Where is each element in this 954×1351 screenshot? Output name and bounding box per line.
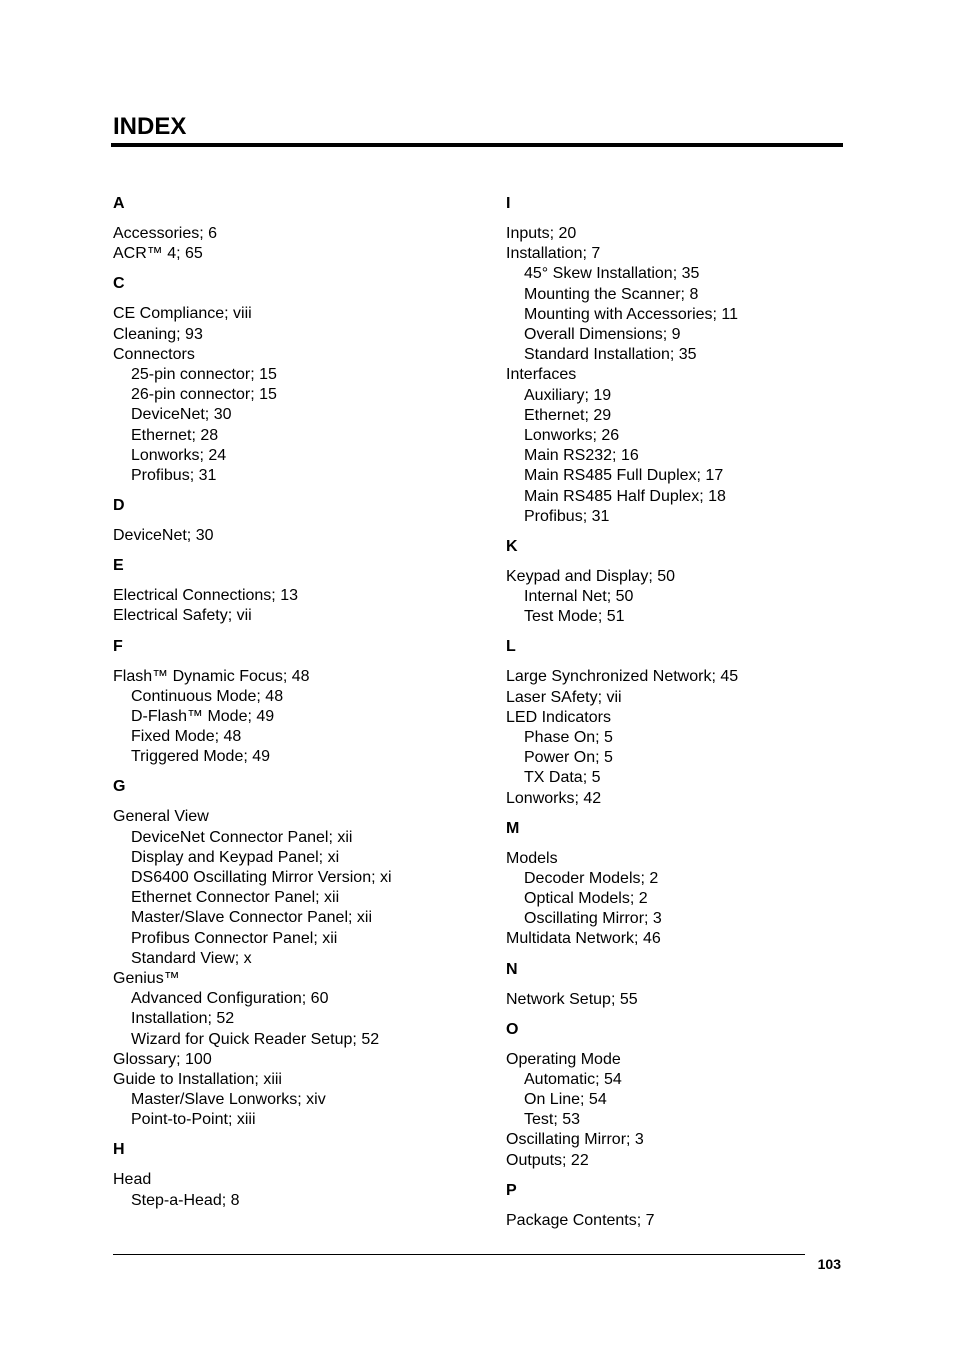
index-entry: Large Synchronized Network; 45 bbox=[506, 668, 739, 686]
index-entry: Inputs; 20 bbox=[506, 225, 577, 243]
title-rule bbox=[111, 143, 843, 147]
index-subentry: DeviceNet Connector Panel; xii bbox=[131, 828, 353, 846]
index-column-left bbox=[113, 194, 493, 1211]
index-subentry: Master/Slave Lonworks; xiv bbox=[131, 1091, 326, 1109]
index-subentry: On Line; 54 bbox=[524, 1091, 607, 1109]
index-entry: Lonworks; 42 bbox=[506, 789, 602, 807]
index-subentry: Internal Net; 50 bbox=[524, 588, 634, 606]
section-letter: D bbox=[113, 497, 125, 514]
index-subentry: Mounting with Accessories; 11 bbox=[524, 305, 739, 323]
index-subentry: Installation; 52 bbox=[131, 1010, 235, 1028]
index-entry: Electrical Safety; vii bbox=[113, 607, 252, 625]
index-subentry: Point-to-Point; xiii bbox=[131, 1111, 256, 1129]
section-letter: F bbox=[113, 637, 123, 655]
section-letter: H bbox=[113, 1141, 125, 1159]
index-entry: Operating Mode bbox=[506, 1050, 621, 1068]
index-section-l bbox=[506, 637, 886, 808]
index-subentry: Standard View; x bbox=[131, 949, 252, 967]
index-section-c bbox=[113, 274, 493, 486]
index-entry: CE Compliance; viii bbox=[113, 305, 252, 323]
index-entry: Glossary; 100 bbox=[113, 1050, 212, 1068]
index-subentry: Lonworks; 26 bbox=[524, 426, 620, 444]
index-subentry: Power On; 5 bbox=[524, 749, 613, 767]
index-entry: Flash™ Dynamic Focus; 48 bbox=[113, 667, 310, 685]
index-subentry: Standard Installation; 35 bbox=[524, 346, 697, 364]
index-entry: Accessories; 6 bbox=[113, 225, 218, 243]
index-section-p bbox=[506, 1181, 886, 1231]
index-subentry: Main RS485 Full Duplex; 17 bbox=[524, 467, 724, 485]
index-entry: Network Setup; 55 bbox=[506, 990, 638, 1008]
index-subentry: Lonworks; 24 bbox=[131, 446, 227, 464]
index-entry: Genius™ bbox=[113, 969, 180, 987]
section-letter: N bbox=[506, 960, 518, 978]
index-entry: Installation; 7 bbox=[506, 245, 601, 263]
index-subentry: 45° Skew Installation; 35 bbox=[524, 265, 700, 283]
index-section-o bbox=[506, 1020, 886, 1171]
index-subentry: Fixed Mode; 48 bbox=[131, 728, 242, 746]
index-entry: Guide to Installation; xiii bbox=[113, 1070, 282, 1088]
index-section-h bbox=[113, 1140, 493, 1210]
section-letter: L bbox=[506, 638, 516, 656]
page-title: INDEX bbox=[113, 113, 187, 140]
index-entry: Multidata Network; 46 bbox=[506, 930, 661, 948]
index-section-k bbox=[506, 537, 886, 628]
section-letter: G bbox=[113, 778, 126, 796]
index-entry: ACR™ 4; 65 bbox=[113, 245, 203, 263]
index-entry: Connectors bbox=[113, 345, 195, 363]
index-subentry: Profibus; 31 bbox=[131, 466, 217, 484]
index-subentry: TX Data; 5 bbox=[524, 769, 601, 787]
section-letter: A bbox=[113, 195, 125, 212]
index-subentry: Wizard for Quick Reader Setup; 52 bbox=[131, 1030, 380, 1048]
index-subentry: Mounting the Scanner; 8 bbox=[524, 285, 699, 303]
index-section-a bbox=[113, 194, 493, 264]
index-entry: Keypad and Display; 50 bbox=[506, 567, 675, 585]
index-subentry: Ethernet; 29 bbox=[524, 406, 612, 424]
index-subentry: D-Flash™ Mode; 49 bbox=[131, 707, 275, 725]
index-subentry: 26-pin connector; 15 bbox=[131, 386, 277, 404]
section-letter: C bbox=[113, 275, 125, 293]
index-subentry: Advanced Configuration; 60 bbox=[131, 990, 329, 1008]
footer-rule bbox=[113, 1254, 805, 1255]
index-subentry: Step-a-Head; 8 bbox=[131, 1191, 240, 1209]
index-column-right bbox=[506, 194, 886, 1231]
index-entry: Laser SAfety; vii bbox=[506, 688, 622, 706]
index-entry: DeviceNet; 30 bbox=[113, 527, 214, 545]
section-letter: P bbox=[506, 1181, 517, 1199]
section-letter: E bbox=[113, 557, 124, 575]
index-entry: Head bbox=[113, 1171, 152, 1189]
index-entry: Package Contents; 7 bbox=[506, 1211, 655, 1229]
index-subentry: Test Mode; 51 bbox=[524, 608, 625, 626]
index-subentry: Profibus; 31 bbox=[524, 507, 610, 525]
index-entry: Models bbox=[506, 849, 558, 867]
index-section-m bbox=[506, 819, 886, 950]
section-letter: M bbox=[506, 819, 520, 837]
index-section-i bbox=[506, 194, 886, 527]
index-subentry: Master/Slave Connector Panel; xii bbox=[131, 909, 372, 927]
index-subentry: Profibus Connector Panel; xii bbox=[131, 929, 338, 947]
index-section-e bbox=[113, 556, 493, 626]
index-subentry: Phase On; 5 bbox=[524, 728, 613, 746]
page-number: 103 bbox=[817, 1256, 841, 1272]
index-subentry: Display and Keypad Panel; xi bbox=[131, 848, 340, 866]
index-subentry: Test; 53 bbox=[524, 1111, 581, 1129]
index-subentry: 25-pin connector; 15 bbox=[131, 365, 277, 383]
index-entry: Electrical Connections; 13 bbox=[113, 587, 298, 605]
index-section-n bbox=[506, 960, 886, 1010]
index-subentry: Main RS232; 16 bbox=[524, 447, 639, 465]
index-entry: Interfaces bbox=[506, 366, 577, 384]
index-entry: LED Indicators bbox=[506, 708, 611, 726]
index-entry: General View bbox=[113, 808, 209, 826]
index-section-f bbox=[113, 637, 493, 768]
index-subentry: Optical Models; 2 bbox=[524, 890, 648, 908]
index-subentry: Ethernet Connector Panel; xii bbox=[131, 889, 340, 907]
index-entry: Outputs; 22 bbox=[506, 1151, 589, 1169]
index-subentry: Decoder Models; 2 bbox=[524, 869, 659, 887]
index-subentry: Overall Dimensions; 9 bbox=[524, 326, 681, 344]
index-entry: Cleaning; 93 bbox=[113, 325, 203, 343]
section-letter: K bbox=[506, 537, 518, 555]
section-letter: O bbox=[506, 1020, 519, 1038]
index-subentry: Auxiliary; 19 bbox=[524, 386, 612, 404]
index-subentry: Triggered Mode; 49 bbox=[131, 748, 271, 766]
index-subentry: Ethernet; 28 bbox=[131, 426, 219, 444]
index-subentry: DS6400 Oscillating Mirror Version; xi bbox=[131, 869, 392, 887]
index-subentry: Main RS485 Half Duplex; 18 bbox=[524, 487, 726, 505]
index-section-d bbox=[113, 496, 493, 546]
index-section-g bbox=[113, 777, 493, 1130]
index-entry: Oscillating Mirror; 3 bbox=[506, 1131, 644, 1149]
index-subentry: Oscillating Mirror; 3 bbox=[524, 910, 662, 928]
section-letter: I bbox=[506, 195, 511, 212]
index-subentry: Automatic; 54 bbox=[524, 1070, 622, 1088]
index-subentry: Continuous Mode; 48 bbox=[131, 687, 284, 705]
index-subentry: DeviceNet; 30 bbox=[131, 406, 232, 424]
